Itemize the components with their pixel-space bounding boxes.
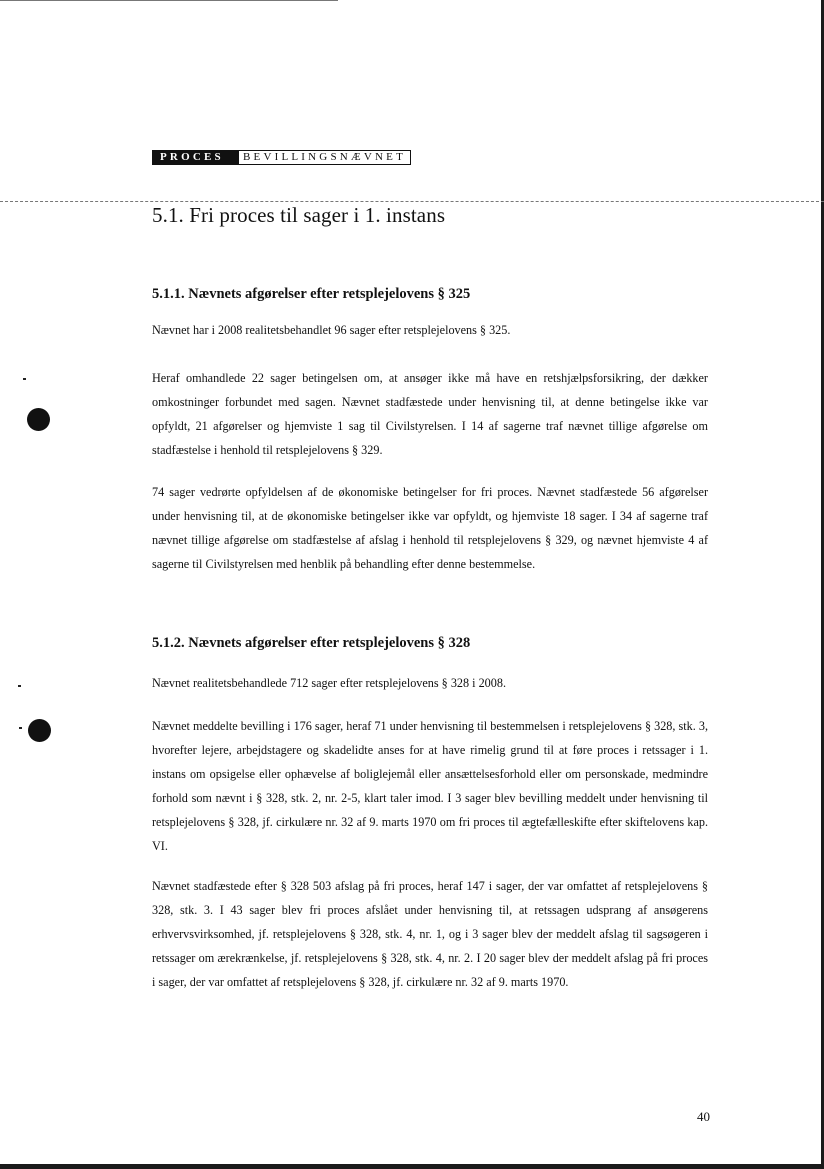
page-number: 40 xyxy=(697,1109,710,1124)
punch-hole xyxy=(28,719,51,742)
chapter-title: 5.1. Fri proces til sager i 1. instans xyxy=(152,203,446,227)
paragraph: Heraf omhandlede 22 sager betingelsen om, at ansøger ikke må have en retshjælpsforsikring, der dækker omkostninger forbundet med sagen. Nævnet stadfæstede under henvisning til, at denne betingelse ikke var opfyldt, 21 afgørelser og hjemviste 1 sag til Civilstyrelsen. I 14 af sagerne traf nævnet tillige afgørelse om stadfæstelse i henhold til retsplejelovens § 329. xyxy=(152,371,708,457)
header-logo xyxy=(152,150,411,165)
scan-border-bottom xyxy=(0,1164,824,1169)
section-heading-5-1-1: 5.1.1. Nævnets afgørelser efter retsplejelovens § 325 xyxy=(152,286,471,302)
paragraph: Nævnet har i 2008 realitetsbehandlet 96 sager efter retsplejelovens § 325. xyxy=(152,323,511,337)
punch-hole xyxy=(27,408,50,431)
scan-edge-line xyxy=(0,0,338,1)
paragraph: Nævnet meddelte bevilling i 176 sager, heraf 71 under henvisning til bestemmelsen i retsplejelovens § 328, stk. 3, hvorefter lejere, arbejdstagere og skadelidte anses for at have rimelig grund til at føre proces i retssager i 1. instans om opsigelse eller ophævelse af boliglejemål eller ansættelsesforhold eller om personskade, medmindre forhold som nævnt i § 328, stk. 2, nr. 2-5, klart taler imod. I 3 sager blev bevilling meddelt under henvisning til retsplejelovens § 328, jf. cirkulære nr. 32 af 9. marts 1970 om fri proces til ægtefælleskifte efter skiftelovens kap. VI. xyxy=(152,719,708,853)
logo-bevillingsnaevnet: BEVILLINGSNÆVNET xyxy=(239,150,411,165)
scan-speck xyxy=(23,378,26,380)
paragraph: Nævnet stadfæstede efter § 328 503 afslag på fri proces, heraf 147 i sager, der var omfattet af retsplejelovens § 328, stk. 3. I 43 sager blev fri proces afslået under henvisning til, at retssagen udsprang af ansøgerens erhvervsvirksomhed, jf. retsplejelovens § 328, stk. 4, nr. 1, og i 3 sager blev der meddelt afslag til sagsøgeren i retssager om ærekrænkelse, jf. retsplejelovens § 328, stk. 4, nr. 2. I 20 sager blev der meddelt afslag på fri proces i sager, der var omfattet af retsplejelovens § 328, jf. cirkulære nr. 32 af 9. marts 1970. xyxy=(152,879,708,989)
logo-proces: PROCES xyxy=(152,150,239,165)
paragraph: Nævnet realitetsbehandlede 712 sager efter retsplejelovens § 328 i 2008. xyxy=(152,676,507,690)
scan-speck xyxy=(18,685,21,687)
scan-speck xyxy=(19,727,22,729)
paragraph: 74 sager vedrørte opfyldelsen af de økonomiske betingelser for fri proces. Nævnet stadfæstede 56 afgørelser under henvisning til, at de økonomiske betingelser ikke var opfyldt, og hjemviste 18 sager. I 34 af sagerne traf nævnet tillige afgørelse om stadfæstelse af afslag i henhold til retsplejelovens § 329, og nævnet hjemviste 4 af sagerne til Civilstyrelsen med henblik på behandling efter denne bestemmelse. xyxy=(152,485,708,571)
dashed-divider xyxy=(0,201,824,202)
section-heading-5-1-2: 5.1.2. Nævnets afgørelser efter retsplejelovens § 328 xyxy=(152,635,471,651)
